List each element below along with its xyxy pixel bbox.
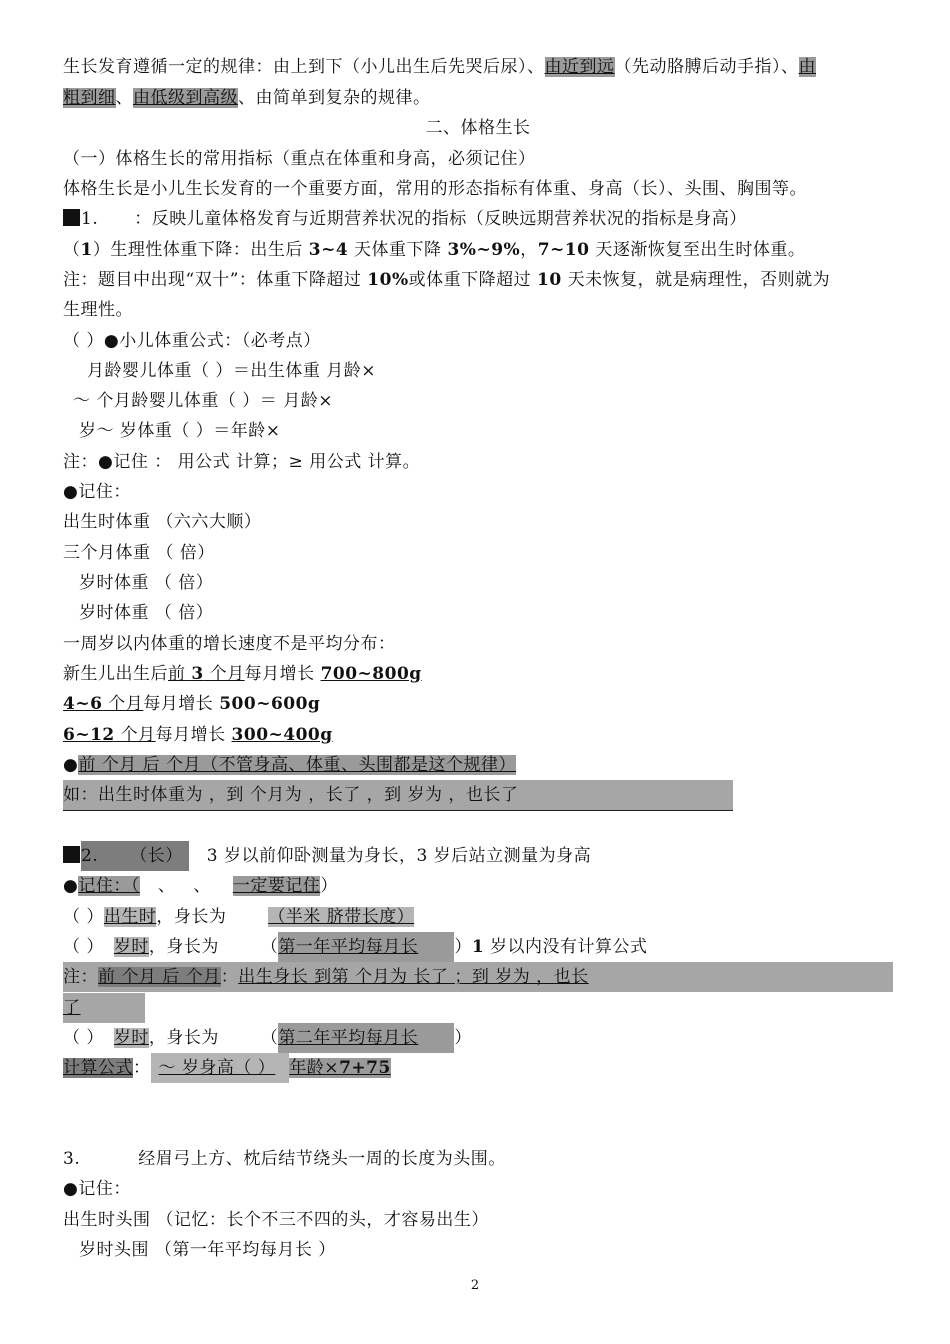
text: 新生儿出生后 [63,664,168,684]
text: 、 [115,88,133,108]
highlight-text: 由 [798,57,816,77]
text: ） [454,937,472,957]
text: 出生身长 到第 个月为 长了 ；到 岁为 ，也长 [238,967,589,987]
text: （ [260,1028,279,1048]
text: 或体重下降超过 [408,270,538,290]
subsection-heading: （一）体格生长的常用指标（重点在体重和身高，必须记住） [63,149,536,169]
text: ，身长为 [156,907,233,927]
weight-speed-3 [63,720,893,750]
text: ，身长为 [148,937,225,957]
text: 个月 [203,664,245,684]
highlight-text: 一定要记住 [232,876,321,896]
text: 天逐渐恢复至出生时体重。 [589,240,806,260]
text: 10% [367,270,409,290]
text: 1 [471,937,485,957]
text: 个月 [114,725,156,745]
text: ● [63,755,79,775]
highlight-text: 前 个月 后 个月 [98,967,221,987]
highlight-text-group [81,841,189,871]
text: （ ） [63,937,104,957]
highlight-text: 了 [63,993,145,1023]
text: （先动胳膊后动手指）、 [614,57,799,77]
text: 4~6 [63,694,103,714]
highlight-text: 计算公式 [63,1058,133,1078]
height-formula [63,1053,893,1083]
text: ： [133,1058,151,1078]
weight-note-2: 生理性。 [63,300,133,320]
highlight-row [63,962,893,992]
item-number: 1. [81,209,99,229]
black-square-icon [63,209,80,226]
weight-formula-3: 岁～ 岁体重（ ）＝年龄× [79,421,281,441]
weight-speed-5 [63,780,733,810]
weight-heading [63,204,893,234]
weight-formula-heading: （ ）●小儿体重公式：（必考点） [63,331,321,351]
text: ● [63,876,79,896]
intro-paragraph: 体格生长是小儿生长发育的一个重要方面，常用的形态指标有体重、身高（长）、头围、胸围等。 [63,179,807,199]
text-group [63,694,143,714]
head-circ-one-year: 岁时头围 （第一年平均每月长 ） [79,1240,336,1260]
text: 700~800g [320,664,422,684]
text: 3 [191,664,204,684]
highlight-text: 如：出生时体重为 ，到 个月为 ，长了 ，到 岁为 ，也长了 [63,780,733,811]
text: （长） [130,846,183,866]
head-circ-birth: 出生时头围 （记忆：长个不三不四的头，才容易出生） [63,1210,489,1230]
text: 3%~9% [447,240,521,260]
text: ） [320,876,338,896]
text: 、 [193,876,211,896]
highlight-text: 出生时 [103,907,157,927]
black-square-icon [63,846,80,863]
highlight-text: 第一年平均每月长 [278,932,454,962]
height-two-year [63,1023,893,1053]
highlight-text: 粗到细 [63,88,116,108]
head-circ-remember: ●记住： [63,1179,131,1199]
text: 3 岁以前仰卧测量为身长，3 岁后站立测量为身高 [206,846,592,866]
weight-remember-3: 岁时体重 （ 倍） [79,573,214,593]
text: 3~4 [308,240,349,260]
item-number: 2. [81,846,99,866]
text: （ ） [63,1028,104,1048]
weight-speed-2 [63,689,893,719]
text: 300~400g [231,725,333,745]
text: ： [220,967,239,987]
text: ，身长为 [148,1028,225,1048]
text: 6~12 [63,725,115,745]
highlight-text: 前 个月 后 个月（不管身高、体重、头围都是这个规律） [78,755,517,775]
height-note-2 [63,993,893,1023]
text: 7~10 [537,240,590,260]
page-number: 2 [470,1278,480,1293]
weight-remember-4: 岁时体重 （ 倍） [79,603,214,623]
highlight-text: 第二年平均每月长 [278,1023,454,1053]
text: （ [63,240,81,260]
weight-speed-4 [63,750,893,780]
text: ：反映儿童体格发育与近期营养状况的指标（反映远期营养状况的指标是身高） [134,209,747,229]
highlight-text: 岁时 [113,1028,149,1048]
text: 每月增长 [244,664,321,684]
text: 每月增长 [155,725,232,745]
highlight-text: 记住：（ [78,876,140,896]
text: 天体重下降 [348,240,448,260]
text: ） [454,1028,472,1048]
weight-note-3: 注：●记住 ： 用公式 计算；≥ 用公式 计算。 [63,452,421,472]
text: ， [520,240,538,260]
highlight-text: 岁时 [113,937,149,957]
height-note [63,962,893,992]
text: 个月 [102,694,144,714]
weight-formula-2: ～ 个月龄婴儿体重（ ）＝ 月龄× [73,391,333,411]
weight-remember-2: 三个月体重 （ 倍） [63,543,215,563]
weight-note-1 [63,265,893,295]
growth-rule-line-1 [63,52,893,82]
text-group [168,664,245,684]
weight-speed: 一周岁以内体重的增长速度不是平均分布： [63,634,396,654]
text: 岁以内没有计算公式 [484,937,648,957]
text: 注：题目中出现“双十”：体重下降超过 [63,270,368,290]
text: 前 [168,664,192,684]
text: 1 [80,240,93,260]
highlight-text: 7+75 [339,1058,391,1078]
weight-remember: ●记住： [63,482,131,502]
highlight-text: 由低级到高级 [133,88,238,108]
growth-rule-line-2 [63,83,893,113]
weight-physiological-drop [63,235,893,265]
weight-formula-1: 月龄婴儿体重（ ）＝出生体重 月龄× [87,361,377,381]
weight-remember-1: 出生时体重 （六六大顺） [63,512,262,532]
text: 生长发育遵循一定的规律：由上到下（小儿出生后先哭后尿）、 [63,57,545,77]
weight-speed-1 [63,659,893,689]
text-group [63,725,156,745]
section-title: 二、体格生长 [425,118,531,138]
text: ）生理性体重下降：出生后 [92,240,309,260]
text: 、 [157,876,176,896]
text: 、由简单到复杂的规律。 [238,88,431,108]
height-one-year [63,932,893,962]
highlight-text: （半米 脐带长度） [268,907,415,927]
text: 经眉弓上方、枕后结节绕头一周的长度为头围。 [138,1149,506,1169]
text: 10 [537,270,562,290]
text: （ [260,937,279,957]
item-number: 3. [63,1149,81,1169]
height-heading [63,841,893,871]
text: （ ） [63,907,104,927]
highlight-text: 年龄× [289,1058,340,1078]
text: 注： [63,967,98,987]
highlight-text: 由近到远 [544,57,615,77]
text: 每月增长 [143,694,220,714]
text: 天未恢复，就是病理性，否则就为 [561,270,831,290]
head-circ-heading [63,1144,893,1174]
height-remember [63,871,893,901]
highlight-text: ～ 岁身高（ ） [151,1053,290,1083]
height-birth [63,902,893,932]
text: 500~600g [219,694,321,714]
